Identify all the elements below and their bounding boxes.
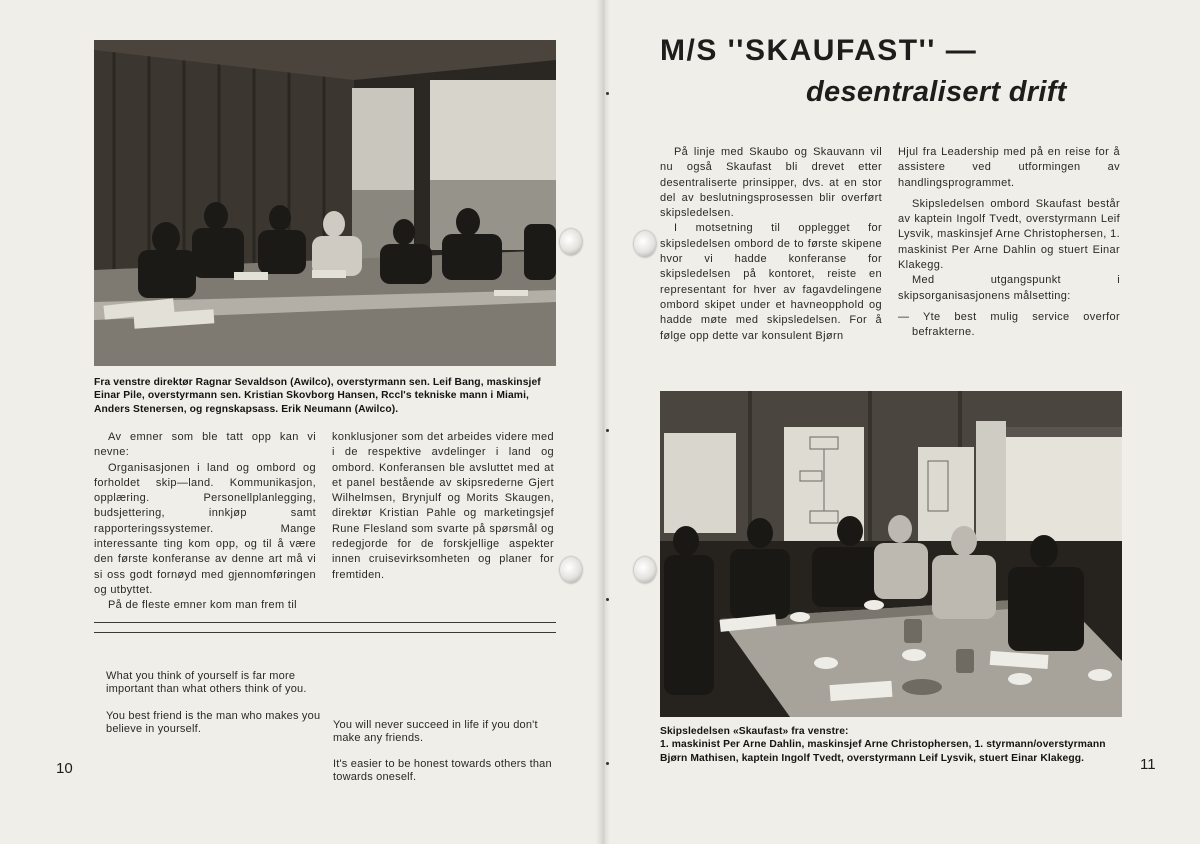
paragraph: På linje med Skaubo og Skauvann vil nu også Skaufast bli drevet etter desentraliserte prinsipper, dvs. at en stor del av beslutningsprosessen blir overført skipsledelsen. xyxy=(660,146,882,220)
paragraph: På de fleste emner kom man frem til xyxy=(108,599,297,612)
binding-hole xyxy=(634,557,656,583)
left-text-column-2 xyxy=(332,430,554,583)
page-mark xyxy=(606,598,609,601)
caption-heading: Skipsledelsen «Skaufast» fra venstre: xyxy=(660,726,849,737)
paragraph: Hjul fra Leadership med på en reise for å assistere ved utformingen av handlingsprogrammet. xyxy=(898,146,1120,189)
quote-2: You best friend is the man who makes you believe in yourself. xyxy=(106,710,321,736)
quote-3: You will never succeed in life if you don't make any friends. xyxy=(333,719,538,745)
page-mark xyxy=(606,92,609,95)
page-number-left: 10 xyxy=(56,760,73,777)
right-text-column-2 xyxy=(898,145,1120,341)
conference-room-illustration xyxy=(94,40,556,366)
paragraph: Med utgangspunkt i skipsorganisasjonens målsetting: xyxy=(898,274,1120,302)
binding-hole xyxy=(560,229,582,255)
quote-1: What you think of yourself is far more important than what others think of you. xyxy=(106,670,307,696)
binding-hole xyxy=(634,231,656,257)
conference-photo-right xyxy=(660,391,1122,717)
right-photo-caption xyxy=(660,725,1130,765)
paragraph: konklusjoner som det arbeides videre med i de respektive avdelinger i land og ombord. Konferansen ble avsluttet med at et panel bestående av skipsrederne Gjert Wilhelmsen, Brynjulf og Morits Skaugen, direktør Kristian Pahle og marketingsjef Rune Flesland som svarte på spørsmål og redegjorde for de forskjellige aspekter innen cruisevirksomheten og planer for fremtiden. xyxy=(332,431,554,581)
page-mark xyxy=(606,429,609,432)
ship-meeting-illustration xyxy=(660,391,1122,717)
article-subtitle: desentralisert drift xyxy=(806,76,1067,108)
quote-4: It's easier to be honest towards others than towards oneself. xyxy=(333,758,552,784)
left-photo-caption: Fra venstre direktør Ragnar Sevaldson (Awilco), overstyrmann sen. Leif Bang, maskinsjef Einar Pile, overstyrmann sen. Kristian Skovborg Hansen, Rccl's tekniske mann i Miami, Anders Stenersen, og regnskapsass. Erik Neumann (Awilco). xyxy=(94,377,541,415)
page-mark xyxy=(606,762,609,765)
divider-line xyxy=(94,622,556,623)
divider-line xyxy=(94,632,556,633)
binding-hole xyxy=(560,557,582,583)
left-text-column-1 xyxy=(94,430,316,614)
page-number-right: 11 xyxy=(1140,756,1156,773)
paragraph: Skipsledelsen ombord Skaufast består av kaptein Ingolf Tvedt, overstyrmann Leif Lysvik, maskinsjef Arne Christophersen, 1. maskinist Per Arne Dahlin og stuert Einar Klakegg. xyxy=(898,197,1120,272)
binding-spine xyxy=(596,0,610,844)
right-text-column-1 xyxy=(660,145,882,344)
conference-photo-left xyxy=(94,40,556,366)
article-title: M/S ''SKAUFAST'' — xyxy=(660,34,978,67)
paragraph: Av emner som ble tatt opp kan vi nevne: xyxy=(94,431,316,459)
paragraph: I motsetning til opplegget for skipsledelsen ombord de to første skipene hvor vi hadde konferanse for skipsledelsen på kontoret, reiste en representant for hver av fagavdelingene ombord skipet under et havneopphold og hadde møte med skipsledelsen. For å følge opp dette var konsulent Bjørn xyxy=(660,222,882,342)
paragraph: Organisasjonen i land og ombord og forholdet skip—land. Kommunikasjon, opplæring. Personellplanlegging, budsjettering, innkjøp samt rapporteringssystemer. Mange interessante ting kom opp, og til å være den første konferanse av denne art må vi si oss godt fornøyd med gjennomføringen og utbyttet. xyxy=(94,461,316,596)
caption-body: 1. maskinist Per Arne Dahlin, maskinsjef Arne Christophersen, 1. styrmann/overstyrmann Bjørn Mathisen, kaptein Ingolf Tvedt, overstyrmann Leif Lysvik, stuert Einar Klakegg. xyxy=(660,739,1106,764)
paragraph: — Yte best mulig service overfor befrakterne. xyxy=(898,310,1120,339)
